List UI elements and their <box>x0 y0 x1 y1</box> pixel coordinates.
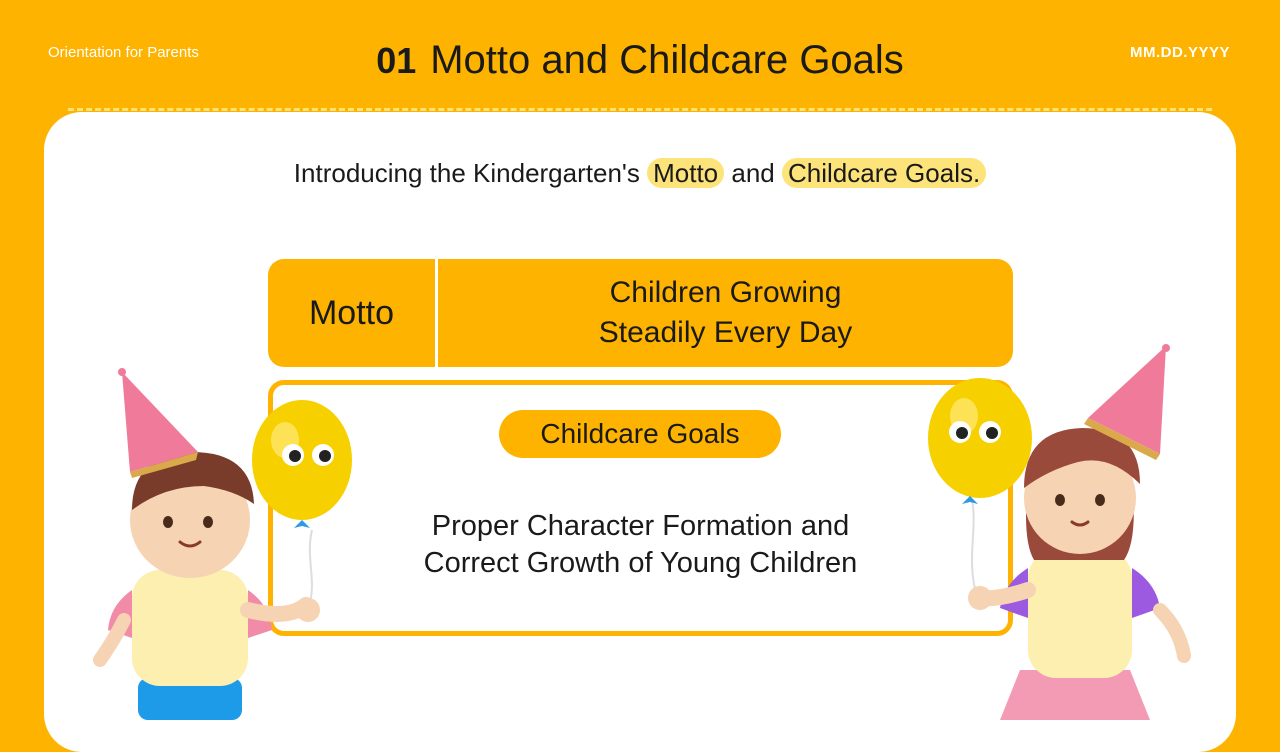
intro-highlight-motto: Motto <box>647 158 724 188</box>
card-edge-dash <box>68 108 1212 111</box>
intro-text <box>0 158 1280 189</box>
motto-line-2: Steadily Every Day <box>598 316 853 349</box>
motto-box <box>268 259 1013 367</box>
girl-with-balloon-illustration <box>920 340 1220 720</box>
motto-line-1: Children Growing <box>609 276 842 309</box>
title-number: 01 <box>376 40 417 81</box>
motto-label: Motto <box>308 293 395 332</box>
intro-prefix: Introducing the Kindergarten's <box>293 158 640 188</box>
boy-with-balloon-illustration <box>80 360 370 720</box>
goals-line-2: Correct Growth of Young Children <box>423 547 858 579</box>
header-date: MM.DD.YYYY <box>1129 44 1230 61</box>
header-subtitle: Orientation for Parents <box>48 44 199 61</box>
page-title <box>0 38 1280 83</box>
title-text: Motto and Childcare Goals <box>430 38 904 82</box>
intro-middle: and <box>731 158 775 188</box>
intro-highlight-goals: Childcare Goals. <box>782 158 986 188</box>
goals-text <box>268 508 1013 582</box>
goals-line-1: Proper Character Formation and <box>431 510 850 542</box>
goals-label-pill: Childcare Goals <box>499 410 781 458</box>
